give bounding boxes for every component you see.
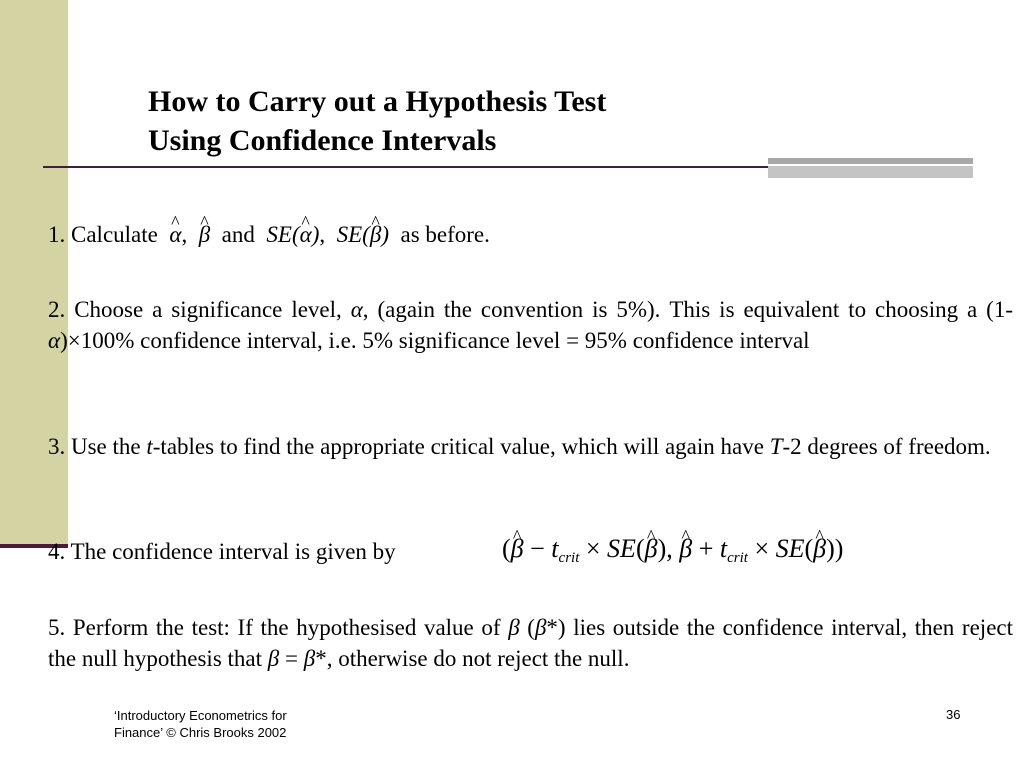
se-label: SE: [266, 222, 292, 247]
footer-source: [114, 707, 287, 741]
and-word: and: [221, 222, 255, 247]
step-3-text: 3. Use the: [48, 434, 147, 459]
beta-hat-symbol: ^ β: [813, 533, 826, 564]
comma: ,: [319, 222, 326, 247]
se-label: SE: [336, 222, 363, 247]
slide-title: [148, 82, 606, 160]
se-label: SE: [607, 534, 636, 563]
step-2-text: , (again the convention is 5%). This is equivalent to choosing a (1-: [362, 297, 1013, 322]
crit-subscript: crit: [558, 550, 580, 566]
t-symbol: t: [551, 534, 559, 563]
step-2-text: 2. Choose a significance level,: [48, 297, 351, 322]
se-label: SE: [775, 534, 805, 563]
alpha-symbol: α: [48, 328, 61, 353]
slide-title-line-1: How to Carry out a Hypothesis Test: [148, 85, 607, 118]
footer-source-line-2: Finance’ © Chris Brooks 2002: [114, 725, 287, 740]
step-3-text: -2 degrees of freedom.: [782, 434, 991, 459]
se-alpha-expression: SE(^ α): [266, 222, 319, 247]
step-5: [48, 612, 1013, 674]
beta-symbol: β: [508, 615, 520, 640]
beta-hat-symbol: ^ β: [679, 533, 692, 564]
step-1-suffix: as before.: [400, 222, 490, 247]
beta-symbol: β: [534, 615, 547, 640]
step-4: [48, 536, 1013, 567]
step-5-text: *, otherwise do not reject the null.: [315, 646, 630, 671]
confidence-interval-formula: (^ $\beta - t_{crit}$ × SE(^ β), ^ $\beta + t_{crit}$ × SE(^ β)): [502, 533, 843, 574]
step-1: [48, 219, 1013, 250]
t-symbol: t: [719, 534, 728, 563]
crit-subscript: crit: [727, 550, 748, 566]
alpha-symbol: α: [350, 297, 363, 322]
beta-symbol: β: [303, 646, 316, 671]
comma: ,: [181, 222, 188, 247]
beta-hat-symbol: ^ β: [645, 533, 658, 564]
step-2-text: )×100% confidence interval, i.e. 5% significance level = 95% confidence interval: [60, 328, 810, 353]
slide-title-line-2: Using Confidence Intervals: [148, 124, 497, 157]
alpha-hat-symbol: ^ α: [169, 219, 181, 250]
se-beta-expression: SE(^ β): [337, 222, 389, 247]
beta-hat-symbol: ^ β: [199, 219, 210, 250]
step-5-text: (: [519, 615, 535, 640]
step-2: [48, 294, 1013, 356]
page-number: 36: [946, 707, 961, 722]
beta-hat-symbol: ^ β: [511, 533, 524, 564]
step-1-prefix: 1. Calculate: [48, 222, 158, 247]
equals-sign: =: [279, 646, 304, 671]
step-3: [48, 431, 1013, 462]
title-rule-accent: [768, 158, 973, 178]
step-5-text: 5. Perform the test: If the hypothesised value of: [48, 615, 509, 640]
T-symbol: T: [769, 434, 783, 459]
beta-symbol: β: [267, 646, 280, 671]
step-4-text: 4. The confidence interval is given by: [48, 539, 396, 564]
step-5-text: *) lies outside the confidence interval, then reject the null hypothesis that: [48, 615, 1013, 671]
left-decorative-band: [0, 0, 68, 544]
t-symbol: t: [146, 434, 153, 459]
beta-hat-symbol: ^ β: [370, 219, 381, 250]
alpha-hat-symbol: ^ α: [300, 219, 312, 250]
step-3-text: -tables to find the appropriate critical value, which will again have: [152, 434, 770, 459]
footer-source-line-1: ‘Introductory Econometrics for: [114, 708, 287, 723]
